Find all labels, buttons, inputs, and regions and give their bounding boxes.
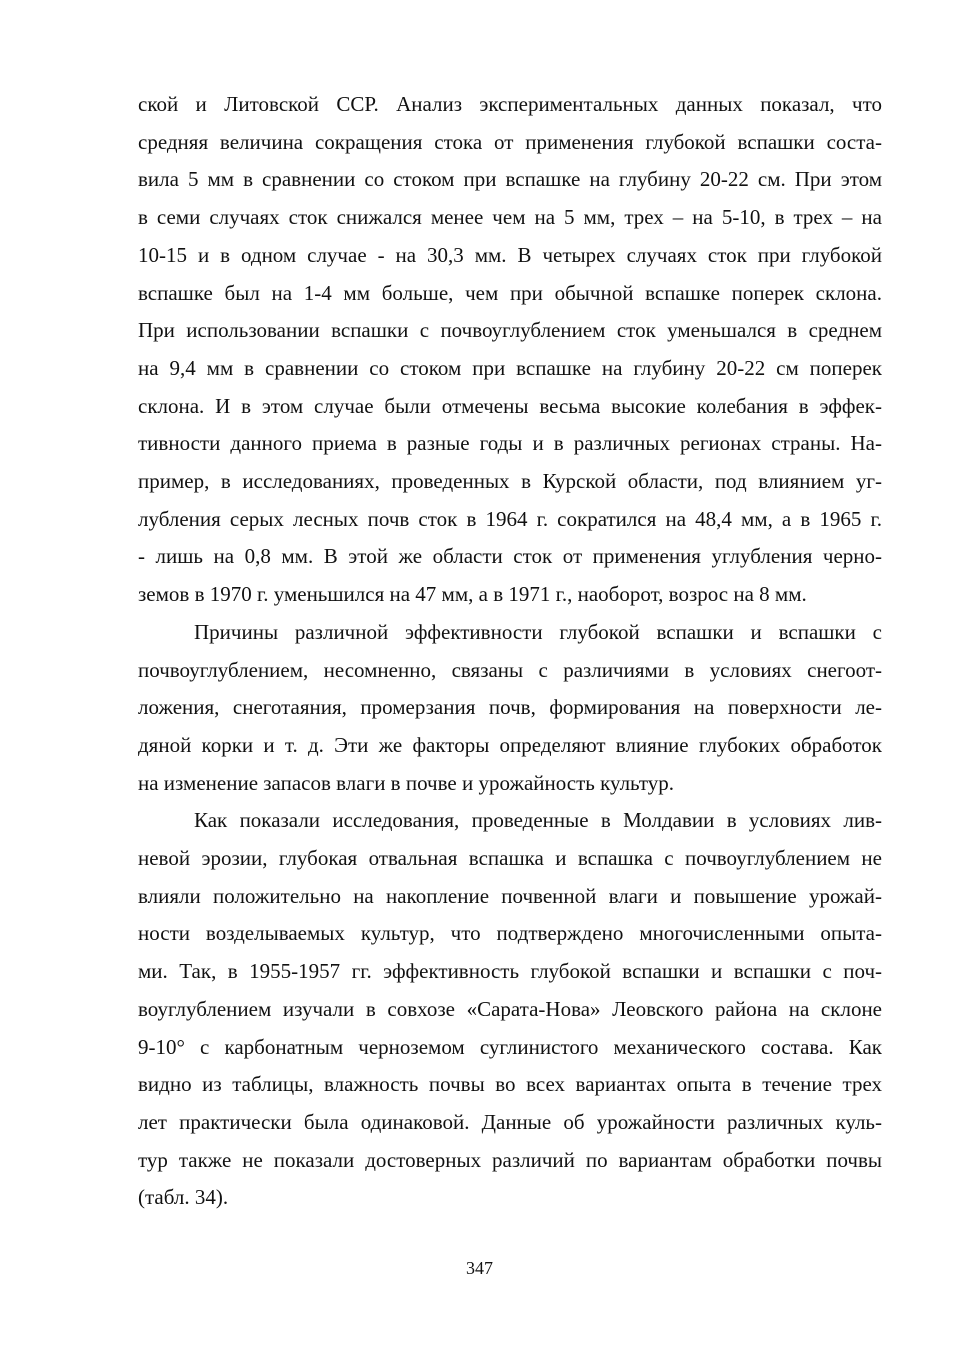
page-body	[138, 86, 882, 1217]
text-line: земов в 1970 г. уменьшился на 47 мм, а в 1971 г., наоборот, возрос на 8 мм.	[138, 582, 807, 607]
paragraph-1	[138, 86, 882, 614]
text-line: 10-15 и в одном случае - на 30,3 мм. В четырех случаях сток при глубокой	[138, 242, 882, 267]
text-line: 9-10° с карбонатным черноземом суглинистого механического состава. Как	[138, 1034, 882, 1059]
text-line: невой эрозии, глубокая отвальная вспашка и вспашка с почвоуглублением не	[138, 846, 882, 871]
text-line: почвоуглублением, несомненно, связаны с различиями в условиях снегоот-	[138, 657, 882, 682]
text-line: ности возделываемых культур, что подтверждено многочисленными опыта-	[138, 921, 882, 946]
text-line: вспашке был на 1-4 мм больше, чем при обычной вспашке поперек склона.	[138, 280, 882, 305]
text-line: ской и Литовской ССР. Анализ экспериментальных данных показал, что	[138, 92, 882, 116]
text-line: на изменение запасов влаги в почве и урожайность культур.	[138, 770, 674, 795]
text-line: средняя величина сокращения стока от применения глубокой вспашки соста-	[138, 129, 882, 154]
text-line: Как показали исследования, проведенные в Молдавии в условиях лив-	[194, 808, 882, 833]
text-line: пример, в исследованиях, проведенных в Курской области, под влиянием уг-	[138, 469, 882, 494]
text-line: лубления серых лесных почв сток в 1964 г. сократился на 48,4 мм, а в 1965 г.	[138, 506, 882, 531]
page-number: 347	[466, 1258, 493, 1278]
text-line: склона. И в этом случае были отмечены весьма высокие колебания в эффек-	[138, 393, 882, 418]
text-line: тур также не показали достоверных различий по вариантам обработки почвы	[138, 1147, 882, 1172]
text-line: вила 5 мм в сравнении со стоком при вспашке на глубину 20-22 см. При этом	[138, 167, 882, 192]
paragraph-3	[138, 802, 882, 1217]
text-line: (табл. 34).	[138, 1185, 229, 1210]
text-line: лет практически была одинаковой. Данные об урожайности различных куль-	[138, 1109, 882, 1134]
text-line: влияли положительно на накопление почвенной влаги и повышение урожай-	[138, 883, 882, 908]
text-line: тивности данного приема в разные годы и в различных регионах страны. На-	[138, 431, 882, 456]
text-line: на 9,4 мм в сравнении со стоком при вспашке на глубину 20-22 см поперек	[138, 355, 882, 380]
text-line: ложения, снеготаяния, промерзания почв, формирования на поверхности ле-	[138, 695, 882, 720]
text-line: в семи случаях сток снижался менее чем на 5 мм, трех – на 5-10, в трех – на	[138, 205, 882, 230]
text-line: видно из таблицы, влажность почвы во всех вариантах опыта в течение трех	[138, 1072, 882, 1097]
text-line: воуглублением изучали в совхозе «Сарата-Нова» Леовского района на склоне	[138, 996, 882, 1021]
text-line: - лишь на 0,8 мм. В этой же области сток от применения углубления черно-	[138, 544, 882, 569]
text-line: дяной корки и т. д. Эти же факторы определяют влияние глубоких обработок	[138, 732, 882, 757]
text-line: Причины различной эффективности глубокой вспашки и вспашки с	[194, 619, 882, 644]
paragraph-2	[138, 614, 882, 803]
text-line: ми. Так, в 1955-1957 гг. эффективность глубокой вспашки и вспашки с поч-	[138, 959, 882, 984]
text-line: При использовании вспашки с почвоуглублением сток уменьшался в среднем	[138, 318, 882, 343]
